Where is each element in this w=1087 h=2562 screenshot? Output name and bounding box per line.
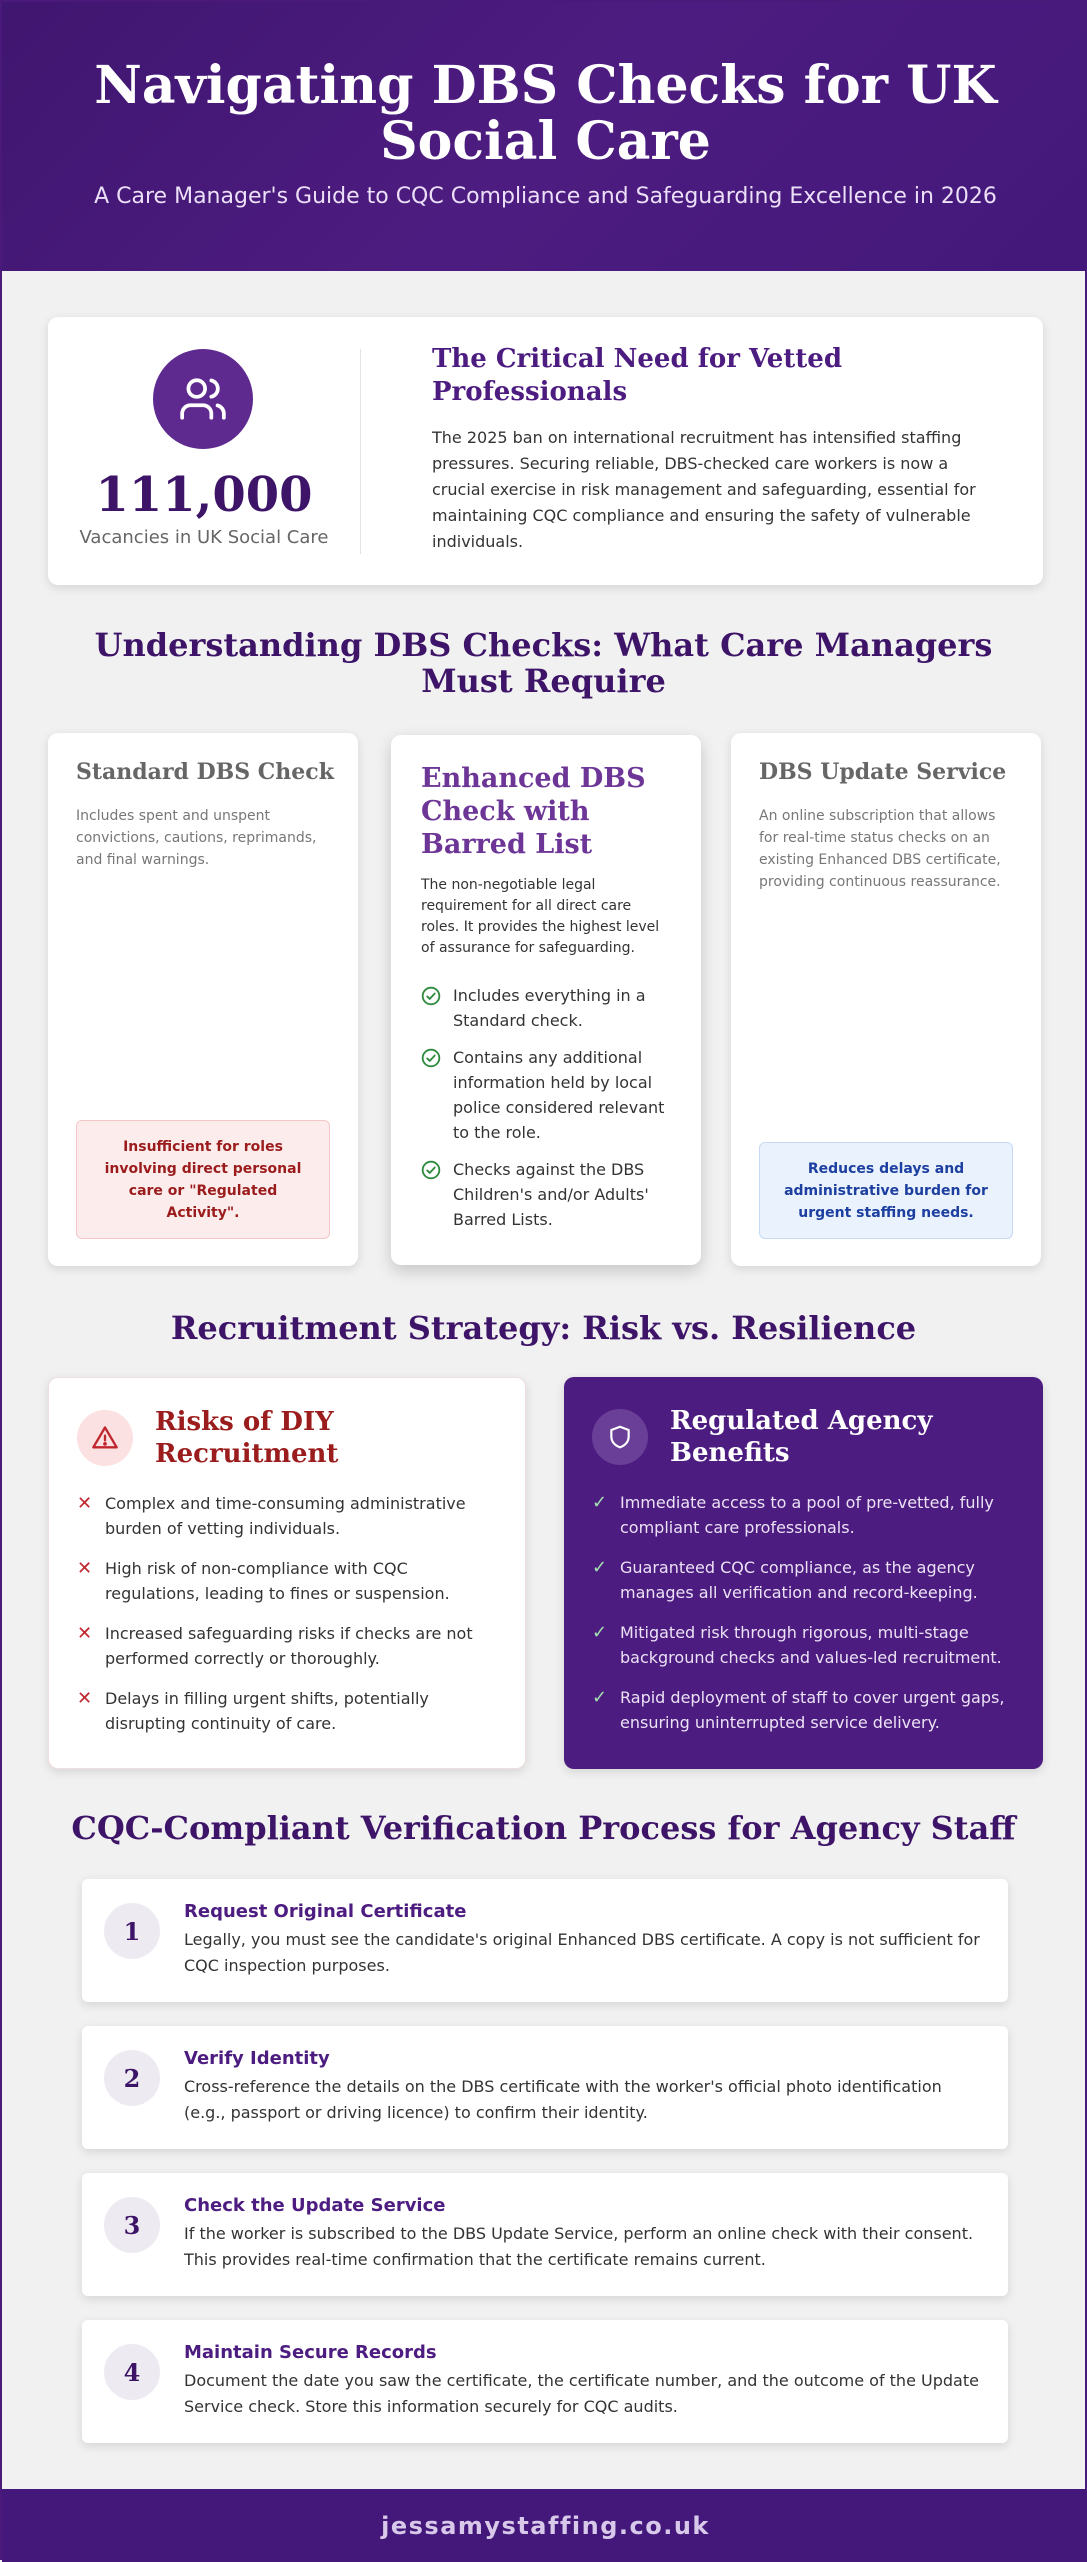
footer-website-link[interactable]: jessamystaffing.co.uk bbox=[381, 2511, 710, 2540]
cross-icon: ✕ bbox=[77, 1493, 93, 1514]
cross-icon: ✕ bbox=[77, 1623, 93, 1644]
check-icon: ✓ bbox=[592, 1622, 608, 1643]
cross-icon: ✕ bbox=[77, 1558, 93, 1579]
shield-icon bbox=[592, 1409, 648, 1465]
risks-list bbox=[77, 1491, 497, 1751]
check-text: Contains any additional information held by local police considered relevant to the role. bbox=[453, 1048, 665, 1142]
list-item bbox=[77, 1491, 497, 1541]
risk-text: High risk of non-compliance with CQC regulations, leading to fines or suspension. bbox=[105, 1559, 450, 1603]
check-circle-icon bbox=[421, 986, 441, 1006]
step-number: 1 bbox=[104, 1903, 160, 1959]
standard-dbs-warning: Insufficient for roles involving direct personal care or "Regulated Activity". bbox=[76, 1120, 330, 1239]
update-service-title: DBS Update Service bbox=[759, 759, 1007, 785]
step-title: Check the Update Service bbox=[184, 2195, 446, 2216]
page-header bbox=[2, 2, 1087, 271]
intro-divider bbox=[360, 349, 361, 554]
benefits-card bbox=[564, 1377, 1043, 1769]
risk-text: Delays in filling urgent shifts, potentially disrupting continuity of care. bbox=[105, 1689, 429, 1733]
risk-text: Complex and time-consuming administrative burden of vetting individuals. bbox=[105, 1494, 466, 1538]
step-number: 4 bbox=[104, 2344, 160, 2400]
enhanced-dbs-title: Enhanced DBS Check with Barred List bbox=[421, 763, 646, 860]
warning-icon bbox=[77, 1410, 133, 1466]
check-icon: ✓ bbox=[592, 1687, 608, 1708]
users-icon bbox=[153, 349, 253, 449]
step-body: Cross-reference the details on the DBS certificate with the worker's official photo identification (e.g., passport or driving licence) to confirm their identity. bbox=[184, 2077, 942, 2122]
intro-heading: The Critical Need for Vetted Professionals bbox=[432, 344, 843, 407]
benefits-list bbox=[592, 1490, 1012, 1750]
list-item bbox=[421, 983, 681, 1033]
list-item bbox=[592, 1555, 1012, 1605]
benefit-text: Immediate access to a pool of pre-vetted, fully compliant care professionals. bbox=[620, 1493, 994, 1537]
process-section-title: CQC-Compliant Verification Process for Agency Staff bbox=[71, 1809, 1016, 1847]
intro-body: The 2025 ban on international recruitment has intensified staffing pressures. Securing reliable, DBS-checked care workers is now a crucial exercise in risk management and safeguarding, essential for maintaining CQC compliance and ensuring the safety of vulnerable individuals. bbox=[432, 428, 976, 551]
update-service-note: Reduces delays and administrative burden for urgent staffing needs. bbox=[759, 1142, 1013, 1239]
vacancies-label: Vacancies in UK Social Care bbox=[79, 527, 329, 548]
list-item bbox=[77, 1556, 497, 1606]
vacancies-stat: 111,000 bbox=[95, 467, 313, 523]
benefit-text: Rapid deployment of staff to cover urgent gaps, ensuring uninterrupted service delivery. bbox=[620, 1688, 1005, 1732]
step-number: 3 bbox=[104, 2197, 160, 2253]
dbs-section-title: Understanding DBS Checks: What Care Managers Must Require bbox=[94, 626, 993, 700]
page-title: Navigating DBS Checks for UK Social Care bbox=[94, 55, 997, 172]
standard-dbs-description: Includes spent and unspent convictions, cautions, reprimands, and final warnings. bbox=[76, 808, 317, 868]
check-circle-icon bbox=[421, 1160, 441, 1180]
step-body: Legally, you must see the candidate's original Enhanced DBS certificate. A copy is not sufficient for CQC inspection purposes. bbox=[184, 1930, 980, 1975]
risk-text: Increased safeguarding risks if checks are not performed correctly or thoroughly. bbox=[105, 1624, 473, 1668]
benefits-title: Regulated Agency Benefits bbox=[670, 1406, 933, 1468]
step-body: Document the date you saw the certificate, the certificate number, and the outcome of the Update Service check. Store this information securely for CQC audits. bbox=[184, 2371, 979, 2416]
cross-icon: ✕ bbox=[77, 1688, 93, 1709]
risks-card bbox=[48, 1377, 526, 1769]
enhanced-dbs-card bbox=[391, 735, 701, 1265]
list-item bbox=[592, 1685, 1012, 1735]
standard-dbs-title: Standard DBS Check bbox=[76, 759, 334, 785]
risks-title: Risks of DIY Recruitment bbox=[155, 1407, 339, 1469]
check-text: Checks against the DBS Children's and/or Adults' Barred Lists. bbox=[453, 1160, 649, 1229]
check-icon: ✓ bbox=[592, 1557, 608, 1578]
strategy-section-title: Recruitment Strategy: Risk vs. Resilience bbox=[170, 1309, 917, 1347]
page-footer bbox=[2, 2489, 1087, 2562]
benefit-text: Mitigated risk through rigorous, multi-stage background checks and values-led recruitment. bbox=[620, 1623, 1002, 1667]
list-item bbox=[77, 1686, 497, 1736]
step-title: Maintain Secure Records bbox=[184, 2342, 437, 2363]
step-title: Request Original Certificate bbox=[184, 1901, 467, 1922]
process-step bbox=[82, 2320, 1008, 2443]
list-item bbox=[421, 1045, 681, 1145]
enhanced-dbs-checklist bbox=[421, 983, 681, 1244]
page-subtitle: A Care Manager's Guide to CQC Compliance and Safeguarding Excellence in 2026 bbox=[94, 184, 997, 209]
check-circle-icon bbox=[421, 1048, 441, 1068]
update-service-card bbox=[731, 733, 1041, 1266]
check-icon: ✓ bbox=[592, 1492, 608, 1513]
update-service-description: An online subscription that allows for real-time status checks on an existing Enhanced DBS certificate, providing continuous reassurance. bbox=[759, 808, 1001, 890]
list-item bbox=[77, 1621, 497, 1671]
list-item bbox=[421, 1157, 681, 1232]
enhanced-dbs-description: The non-negotiable legal requirement for all direct care roles. It provides the highest level of assurance for safeguarding. bbox=[421, 877, 660, 956]
list-item bbox=[592, 1490, 1012, 1540]
process-step bbox=[82, 2026, 1008, 2149]
list-item bbox=[592, 1620, 1012, 1670]
step-number: 2 bbox=[104, 2050, 160, 2106]
intro-card bbox=[48, 317, 1043, 585]
standard-dbs-card bbox=[48, 733, 358, 1266]
check-text: Includes everything in a Standard check. bbox=[453, 986, 646, 1030]
process-step bbox=[82, 1879, 1008, 2002]
step-title: Verify Identity bbox=[184, 2048, 330, 2069]
process-step bbox=[82, 2173, 1008, 2296]
step-body: If the worker is subscribed to the DBS Update Service, perform an online check with their consent. This provides real-time confirmation that the certificate remains current. bbox=[184, 2224, 974, 2269]
benefit-text: Guaranteed CQC compliance, as the agency manages all verification and record-keeping. bbox=[620, 1558, 978, 1602]
